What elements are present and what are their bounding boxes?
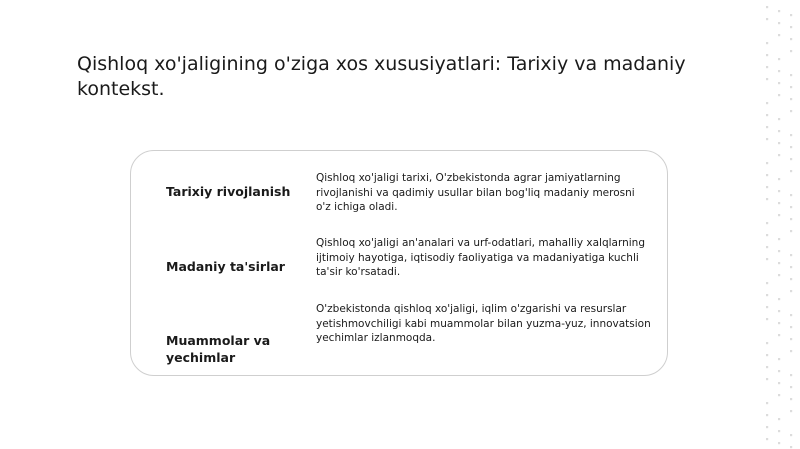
row-label-cultural: Madaniy ta'sirlar xyxy=(166,259,285,274)
slide-title: Qishloq xo'jaligining o'ziga xos xususiyatlari: Tarixiy va madaniy kontekst. xyxy=(77,53,686,100)
decorative-dot-pattern xyxy=(730,0,800,449)
row-text-historical: Qishloq xo'jaligi tarixi, O'zbekistonda agrar jamiyatlarning rivojlanishi va qadimiy usullar bilan bog'liq madaniy merosni o'z ichiga oladi. xyxy=(316,172,635,213)
row-text-cultural: Qishloq xo'jaligi an'analari va urf-odatlari, mahalliy xalqlarning ijtimoiy hayotiga, iqtisodiy faoliyatiga va madaniyatiga kuchli ta'sir ko'rsatadi. xyxy=(316,237,646,278)
row-label-historical: Tarixiy rivojlanish xyxy=(166,184,291,199)
info-card xyxy=(130,150,668,376)
row-label-problems: Muammolar va yechimlar xyxy=(166,333,271,365)
row-text-problems: O'zbekistonda qishloq xo'jaligi, iqlim o'zgarishi va resurslar yetishmovchiligi kabi muammolar bilan yuzma-yuz, innovatsion yechimlar izlanmoqda. xyxy=(316,303,651,344)
